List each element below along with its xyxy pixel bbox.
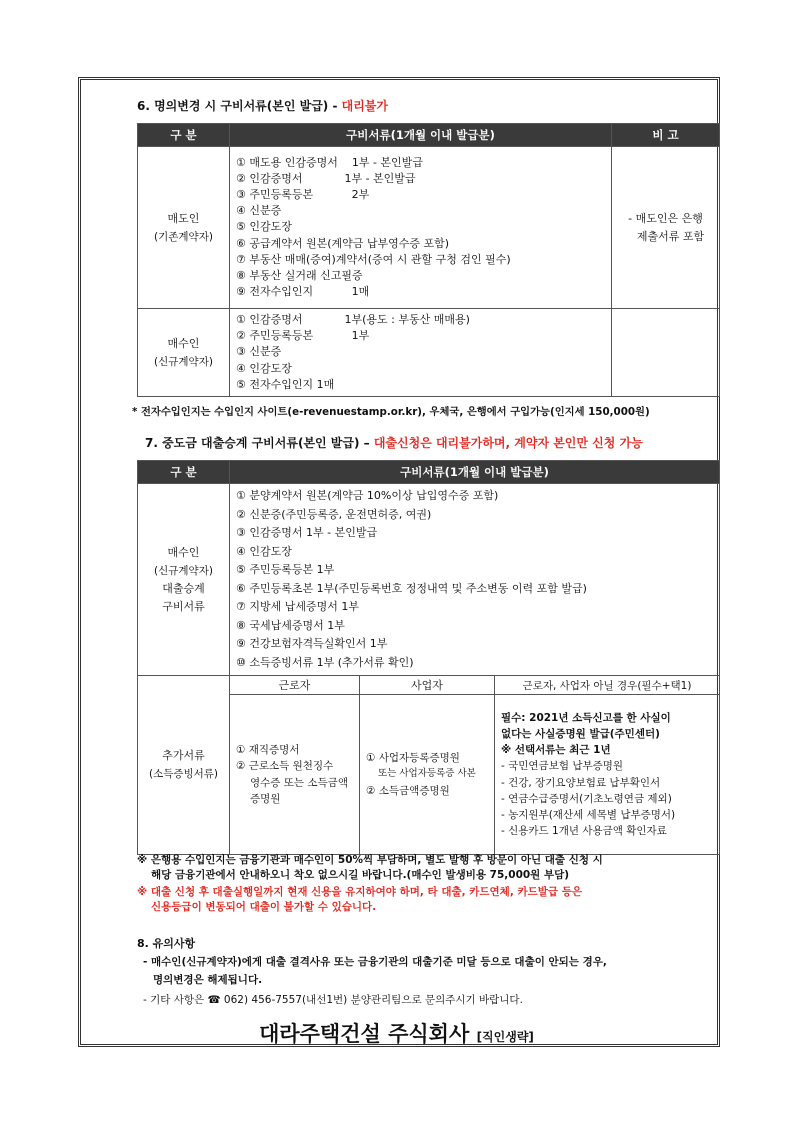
stamp-note <box>137 853 603 883</box>
section8-line1: - 매수인(신규계약자)에게 대출 결격사유 또는 금융기관의 대출기준 미달 등으로 대출이 안되는 경우, <box>143 956 607 968</box>
loan-buyer-label1: 매수인 <box>167 545 200 559</box>
list-item: ② 소득금액증명원 <box>366 784 450 797</box>
section8-title: 8. 유의사항 <box>137 937 196 950</box>
list-item: ⑧ 국세납세증명서 1부 <box>236 618 345 632</box>
header-category: 구 분 <box>138 461 230 484</box>
list-item: ④ 인감도장 <box>236 544 292 558</box>
extra-subheader-row <box>138 676 720 695</box>
list-item: ⑥ 공급계약서 원본(계약금 납부영수증 포함) <box>236 236 450 250</box>
section8-line3: - 기타 사항은 ☎ 062) 456-7557(내선1번) 분양관리팀으로 문의주시기 바랍니다. <box>143 994 523 1006</box>
list-item: ⑩ 소득증빙서류 1부 (추가서류 확인) <box>236 655 414 669</box>
section6-title <box>137 97 388 114</box>
section8-line2: 명의변경은 해제됩니다. <box>153 974 263 986</box>
col-other: 근로자, 사업자 아닐 경우(필수+택1) <box>495 676 720 695</box>
list-item: ① 인감증명서 1부(용도 : 부동산 매매용) <box>236 313 470 326</box>
seller-remark-cell <box>612 147 720 309</box>
extra-label: 추가서류 <box>162 749 205 762</box>
section6-title-text: 6. 명의변경 시 구비서류(본인 발급) - <box>137 99 342 113</box>
list-item: ⑨ 건강보험자격득실확인서 1부 <box>236 637 388 650</box>
section7-table <box>137 460 720 855</box>
list-item: ⑥ 주민등록초본 1부(주민등록번호 정정내역 및 주소변동 이력 포함 발급) <box>236 581 587 595</box>
list-item: 증명원 <box>250 792 281 805</box>
list-item: ④ 신분증 <box>236 204 282 218</box>
section8-notice <box>143 955 607 1010</box>
header-documents: 구비서류(1개월 이내 발급분) <box>230 461 720 484</box>
list-item: ① 매도용 인감증명서 1부 - 본인발급 <box>236 155 423 169</box>
list-item: - 농지원부(재산세 세목별 납부증명서) <box>501 808 676 821</box>
seller-remark-line2: 제출서류 포함 <box>636 229 705 243</box>
list-item: ③ 주민등록등본 2부 <box>236 187 370 201</box>
buyer-remark-cell <box>612 309 720 397</box>
seller-label-cell <box>138 147 230 309</box>
loan-buyer-label-cell <box>138 484 230 676</box>
business-docs <box>360 695 495 855</box>
list-item: ① 사업자등록증명원 <box>366 752 460 765</box>
credit-warning-line1: ※ 대출 신청 후 대출실행일까지 현재 신용을 유지하여야 하며, 타 대출, 카드연체, 카드발급 등은 <box>137 886 582 898</box>
list-item: ① 분양계약서 원본(계약금 10%이상 납입영수증 포함) <box>236 489 499 502</box>
header-remarks: 비 고 <box>612 124 720 147</box>
list-item: ⑨ 전자수입인지 1매 <box>236 285 370 299</box>
credit-warning-line2: 신용등급이 변동되어 대출이 불가할 수 있습니다. <box>151 901 377 913</box>
seller-doc-list <box>230 147 612 309</box>
section7-title-text: 7. 중도금 대출승계 구비서류(본인 발급) – <box>145 436 374 450</box>
optional-heading: ※ 선택서류는 최근 1년 <box>501 744 611 757</box>
seller-sublabel: (기존계약자) <box>154 230 213 243</box>
extra-label-cell <box>138 676 230 855</box>
list-item: - 신용카드 1개년 사용금액 확인자료 <box>501 825 667 838</box>
list-item: ⑤ 전자수입인지 1매 <box>236 377 335 391</box>
col-worker: 근로자 <box>230 676 360 695</box>
list-item: ② 인감증명서 1부 - 본인발급 <box>236 171 416 185</box>
seller-row <box>138 147 720 309</box>
list-item: ⑦ 부동산 매매(증여)계약서(증여 시 관할 구청 검인 필수) <box>236 252 511 266</box>
seller-remark-line1: - 매도인은 은행 <box>628 211 703 225</box>
worker-docs <box>230 695 360 855</box>
seal-omitted: [직인생략] <box>476 1030 534 1044</box>
list-item: ③ 신분증 <box>236 345 282 359</box>
header-category: 구 분 <box>138 124 230 147</box>
list-item: ① 재직증명서 <box>236 744 300 757</box>
list-item: ④ 인감도장 <box>236 361 292 375</box>
extra-sublabel: (소득증빙서류) <box>148 768 219 780</box>
loan-buyer-label4: 구비서류 <box>162 599 205 613</box>
loan-buyer-row <box>138 484 720 676</box>
company-name: 대라주택건설 주식회사 <box>259 1022 470 1046</box>
credit-warning <box>137 885 582 915</box>
stamp-note-line2: 해당 금융기관에서 안내하오니 착오 없으시길 바랍니다.(매수인 발생비용 75,000원 부담) <box>151 869 570 881</box>
loan-buyer-label3: 대출승계 <box>162 581 205 595</box>
company-signature <box>0 1018 793 1048</box>
list-item: ⑦ 지방세 납세증명서 1부 <box>236 600 359 613</box>
list-item: 또는 사업자등록증 사본 <box>378 768 476 780</box>
loan-doc-list <box>230 484 720 676</box>
section6-title-warning: 대리불가 <box>341 99 388 113</box>
list-item: - 국민연금보험 납부증명원 <box>501 760 624 773</box>
other-docs <box>495 695 720 855</box>
section7-title <box>145 434 643 451</box>
buyer-label: 매수인 <box>167 336 200 350</box>
loan-buyer-label2: (신규계약자) <box>154 564 213 577</box>
buyer-label-cell <box>138 309 230 397</box>
list-item: - 건강, 장기요양보험료 납부확인서 <box>501 776 661 789</box>
list-item: ② 근로소득 원천징수 <box>236 760 334 773</box>
buyer-sublabel: (신규계약자) <box>154 355 213 368</box>
buyer-row <box>138 309 720 397</box>
section6-table <box>137 123 720 397</box>
header-documents: 구비서류(1개월 이내 발급분) <box>230 124 612 147</box>
list-item: ⑧ 부동산 실거래 신고필증 <box>236 269 363 282</box>
seller-label: 매도인 <box>167 211 200 225</box>
list-item: ⑤ 인감도장 <box>236 220 292 234</box>
list-item: ⑤ 주민등록등본 1부 <box>236 563 335 576</box>
list-item: - 연금수급증명서(기초노령연금 제외) <box>501 792 672 805</box>
stamp-note-line1: ※ 은행용 수입인지는 금융기관과 매수인이 50%씩 부담하며, 별도 발행 후 방문이 아닌 대출 신청 시 <box>137 854 603 866</box>
section7-title-warning: 대출신청은 대리불가하며, 계약자 본인만 신청 가능 <box>373 436 643 450</box>
list-item: ③ 인감증명서 1부 - 본인발급 <box>236 526 378 539</box>
required-line1: 필수: 2021년 소득신고를 한 사실이 <box>501 711 671 724</box>
required-line2: 없다는 사실증명원 발급(주민센터) <box>501 727 660 740</box>
col-business: 사업자 <box>360 676 495 695</box>
section6-note: * 전자수입인지는 수입인지 사이트(e-revenuestamp.or.kr), 우체국, 은행에서 구입가능(인지세 150,000원) <box>132 406 650 418</box>
list-item: ② 주민등록등본 1부 <box>236 329 370 343</box>
list-item: ② 신분증(주민등록증, 운전면허증, 여권) <box>236 507 432 521</box>
list-item: 영수증 또는 소득금액 <box>250 776 348 789</box>
buyer-doc-list <box>230 309 612 397</box>
